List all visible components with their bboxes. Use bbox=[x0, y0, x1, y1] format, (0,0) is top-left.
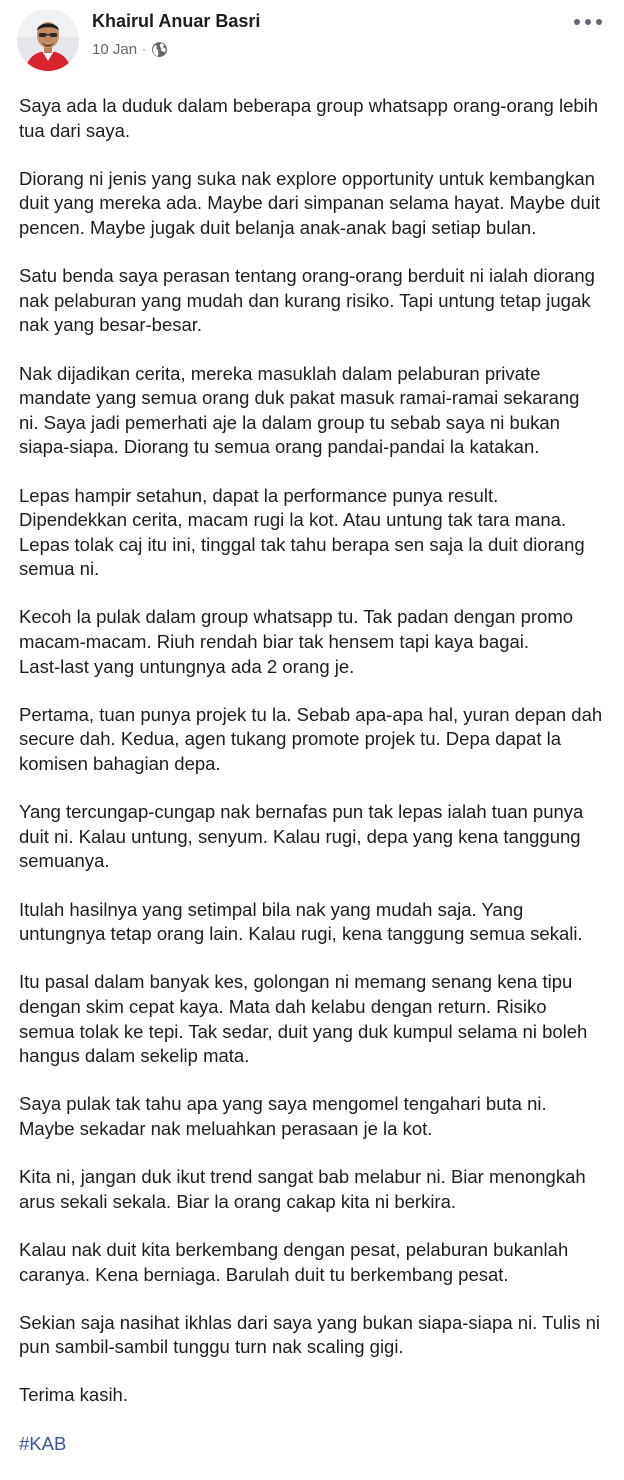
globe-icon[interactable] bbox=[151, 41, 168, 58]
post-paragraph: Sekian saja nasihat ikhlas dari saya yang bukan siapa-siapa ni. Tulis ni pun sambil-sambil tunggu turn nak scaling gigi. bbox=[19, 1311, 601, 1358]
post-paragraph: Kita ni, jangan duk ikut trend sangat bab melabur ni. Biar menongkah arus sekali sekala. Biar la orang cakap kita ni berkira. bbox=[19, 1166, 586, 1212]
post-text bbox=[19, 94, 615, 1480]
post-paragraph: Itulah hasilnya yang setimpal bila nak yang mudah saja. Yang untungnya tetap orang lain. Kalau rugi, kena tanggung semua sekali. bbox=[19, 898, 583, 945]
author-name[interactable]: Khairul Anuar Basri bbox=[92, 11, 261, 31]
post-paragraph: Kalau nak duit kita berkembang dengan pesat, pelaburan bukanlah caranya. Kena berniaga. Barulah duit tu berkembang pesat. bbox=[19, 1238, 569, 1285]
more-options-icon[interactable] bbox=[574, 12, 602, 32]
profile-photo bbox=[17, 9, 79, 71]
post-paragraph: Pertama, tuan punya projek tu la. Sebab apa-apa hal, yuran depan dah secure dah. Kedua, agen tukang promote projek tu. Depa dapat la komisen bahagian depa. bbox=[19, 703, 603, 775]
post-paragraph: Terima kasih. bbox=[19, 1384, 128, 1406]
post-paragraph: Diorang ni jenis yang suka nak explore opportunity untuk kembangkan duit yang mereka ada. Maybe dari simpanan selama hayat. Maybe duit pencen. Maybe jugak duit belanja anak-anak bagi setiap bulan. bbox=[19, 167, 601, 238]
post-paragraph: Satu benda saya perasan tentang orang-orang berduit ni ialah diorang nak pelaburan yang mudah dan kurang risiko. Tapi untung tetap jugak nak yang besar-besar. bbox=[19, 265, 595, 336]
avatar[interactable] bbox=[17, 9, 79, 71]
post-header bbox=[0, 0, 624, 80]
post-paragraph: Lepas hampir setahun, dapat la performance punya result. Dipendekkan cerita, macam rugi la kot. Atau untung tak tara mana. Lepas tolak caj itu ini, tinggal tak tahu berapa sen saja la duit diorang semua ni. bbox=[19, 484, 585, 580]
post-paragraph: Yang tercungap-cungap nak bernafas pun tak lepas ialah tuan punya duit ni. Kalau untung, senyum. Kalau rugi, depa yang kena tanggung semuanya. bbox=[19, 801, 584, 872]
hashtag-paragraph bbox=[19, 1432, 615, 1457]
more-dot bbox=[574, 19, 580, 25]
post-paragraph: Nak dijadikan cerita, mereka masuklah dalam pelaburan private mandate yang semua orang duk pakat masuk ramai-ramai sekarang ni. Saya jadi pemerhati aje la dalam group tu sebab saya ni bukan siapa-siapa. Diorang tu semua orang pandai-pandai la katakan. bbox=[19, 362, 580, 458]
post-paragraph: Saya ada la duduk dalam beberapa group whatsapp orang-orang lebih tua dari saya. bbox=[19, 95, 599, 141]
post-date[interactable]: 10 Jan bbox=[92, 40, 138, 58]
hashtag-link[interactable]: #KAB bbox=[19, 1432, 67, 1454]
post-meta bbox=[92, 38, 168, 60]
post-paragraph: Kecoh la pulak dalam group whatsapp tu. Tak padan dengan promo macam-macam. Riuh rendah biar tak hensem tapi kaya bagai. Last-last yang untungnya ada 2 orang je. bbox=[19, 606, 574, 677]
more-dot bbox=[596, 19, 602, 25]
post-paragraph: Saya pulak tak tahu apa yang saya mengomel tengahari buta ni. Maybe sekadar nak meluahkan perasaan je la kot. bbox=[19, 1093, 547, 1139]
post-paragraph: Itu pasal dalam banyak kes, golongan ni memang senang kena tipu dengan skim cepat kaya. Mata dah kelabu dengan return. Risiko semua tolak ke tepi. Tak sedar, duit yang duk kumpul selama ni boleh hangus dalam sekelip mata. bbox=[19, 971, 588, 1067]
more-dot bbox=[585, 19, 591, 25]
meta-separator: · bbox=[142, 42, 147, 56]
